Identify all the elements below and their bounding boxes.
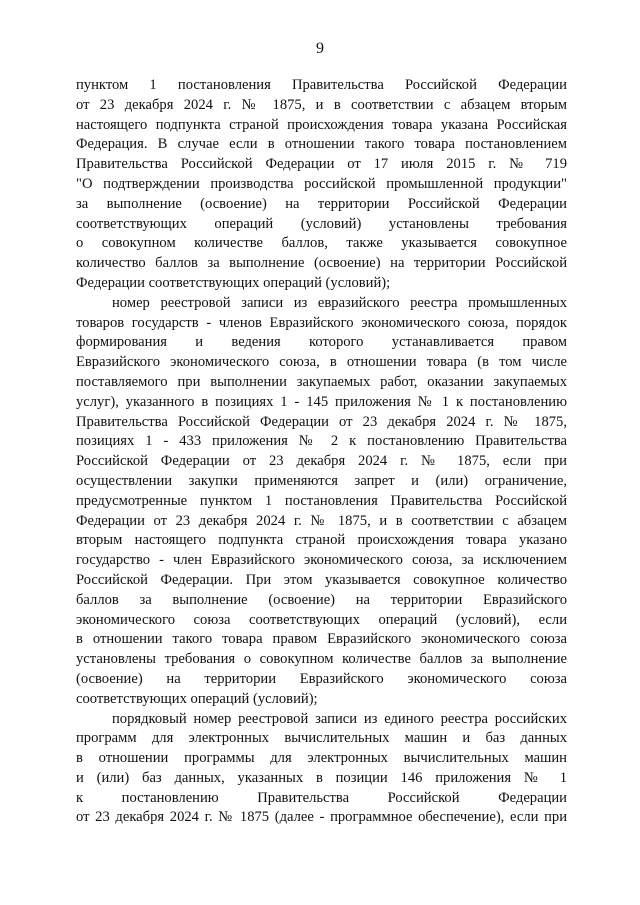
text-line: Российской Федерации от 23 декабря 2024 г. № 1875, если при: [76, 453, 567, 470]
text-line: товаров государств - членов Евразийского экономического союза, порядок: [76, 314, 567, 331]
text-line: позициях 1 - 433 приложения № 2 к постановлению Правительства: [76, 433, 567, 450]
text-line: Евразийского экономического союза, в отношении товара (в том числе: [76, 354, 567, 371]
paragraph-1: [76, 76, 567, 294]
text-line: Федерация. В случае если в отношении такого товара постановлением: [76, 136, 567, 153]
text-line: соответствующих операций (условий) установлены требования: [76, 215, 567, 232]
text-line: в отношении такого товара правом Евразийского экономического союза: [76, 631, 567, 648]
text-line: Правительства Российской Федерации от 23 декабря 2024 г. № 1875,: [76, 413, 567, 430]
text-line: пунктом 1 постановления Правительства Российской Федерации: [76, 77, 567, 93]
paragraph-2: [76, 294, 567, 710]
text-line: номер реестровой записи из евразийского реестра промышленных: [112, 294, 567, 311]
text-line: поставляемого при выполнении закупаемых работ, оказании закупаемых: [76, 373, 567, 390]
text-line: количество баллов за выполнение (освоение) на территории Российской: [76, 255, 567, 272]
text-line: в отношении программы для электронных вычислительных машин: [76, 750, 567, 767]
text-line: Федерации соответствующих операций (условий);: [76, 274, 391, 291]
text-line: вторым настоящего подпункта страной происхождения товара указано: [76, 532, 567, 549]
text-line: услуг), указанного в позициях 1 - 145 приложения № 1 к постановлению: [76, 393, 567, 410]
page-number: 9: [316, 40, 324, 57]
text-line: Правительства Российской Федерации от 17 июля 2015 г. № 719: [76, 156, 567, 173]
document-body: [76, 76, 567, 828]
text-line: от 23 декабря 2024 г. № 1875 (далее - программное обеспечение), если при: [76, 809, 567, 826]
text-line: к постановлению Правительства Российской Федерации: [76, 789, 567, 806]
text-line: за выполнение (освоение) на территории Российской Федерации: [76, 195, 567, 212]
text-line: экономического союза соответствующих операций (условий), если: [76, 611, 567, 628]
text-line: Федерации от 23 декабря 2024 г. № 1875, и в соответствии с абзацем: [76, 512, 567, 529]
text-line: и (или) баз данных, указанных в позиции 146 приложения № 1: [76, 769, 567, 786]
text-line: баллов за выполнение (освоение) на территории Евразийского: [76, 591, 567, 608]
text-line: настоящего подпункта страной происхождения товара указана Российская: [76, 116, 567, 133]
paragraph-3: [76, 710, 567, 829]
text-line: Российской Федерации. При этом указывается совокупное количество: [76, 571, 567, 588]
text-line: установлены требования о совокупном количестве баллов за выполнение: [76, 651, 567, 668]
text-line: программ для электронных вычислительных машин и баз данных: [76, 730, 567, 747]
text-line: о совокупном количестве баллов, также указывается совокупное: [76, 235, 567, 252]
text-line: формирования и ведения которого устанавливается правом: [76, 334, 567, 351]
text-line: предусмотренные пунктом 1 постановления Правительства Российской: [76, 492, 567, 509]
text-line: порядковый номер реестровой записи из единого реестра российских: [112, 710, 567, 727]
text-line: (освоение) на территории Евразийского экономического союза: [76, 670, 567, 687]
text-line: от 23 декабря 2024 г. № 1875, и в соответствии с абзацем вторым: [76, 96, 567, 113]
text-line: соответствующих операций (условий);: [76, 690, 318, 707]
text-line: "О подтверждении производства российской промышленной продукции": [76, 175, 567, 192]
text-line: осуществлении закупки применяются запрет и (или) ограничение,: [76, 472, 567, 489]
text-line: государство - член Евразийского экономического союза, за исключением: [76, 552, 567, 569]
